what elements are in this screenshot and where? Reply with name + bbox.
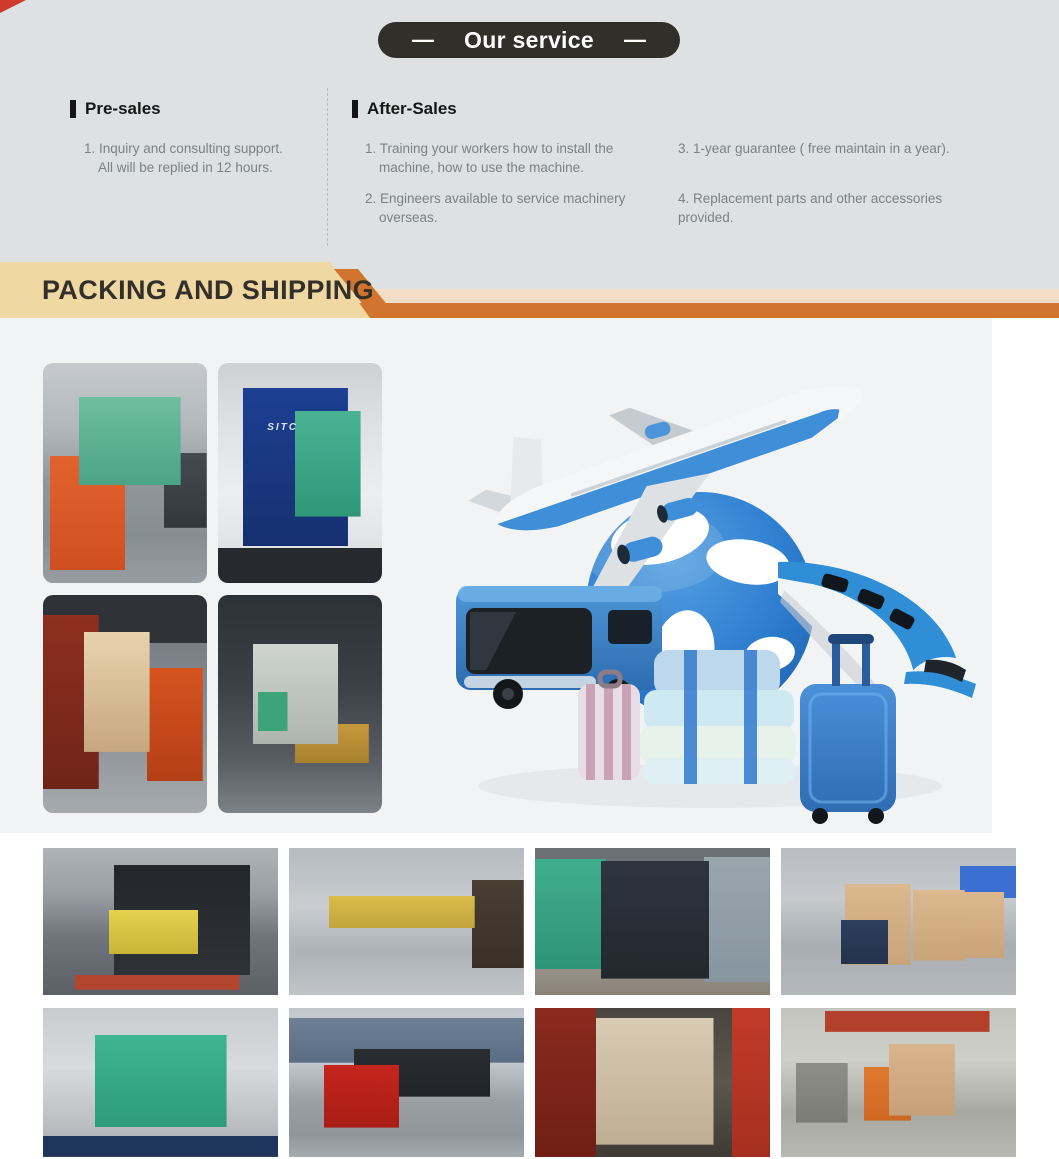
sitc-logo: SITC	[267, 422, 298, 434]
photo-wrapped-machine-red-container	[535, 1008, 770, 1157]
badge-dash-right: —	[623, 27, 646, 52]
pre-sales-heading	[70, 99, 161, 119]
logistics-illustration	[448, 354, 992, 824]
badge-dash-left: —	[412, 27, 434, 52]
photo-red-truck	[289, 1008, 524, 1157]
packing-shipping-banner	[0, 262, 1059, 318]
photo-green-machine-container	[43, 1008, 278, 1157]
after-sales-item-1-line-1: 1. Training your workers how to install the	[365, 141, 614, 156]
pre-sales-item-1-line-1: 1. Inquiry and consulting support.	[84, 141, 283, 156]
photo-forklift-loading	[43, 363, 207, 583]
after-sales-item-1-line-2: machine, how to use the machine.	[379, 160, 584, 175]
pre-sales-item-1	[84, 139, 283, 177]
after-sales-item-3-line-1: 3. 1-year guarantee ( free maintain in a year).	[678, 141, 950, 156]
heading-bar-icon	[70, 100, 76, 118]
after-sales-heading-label: After-Sales	[367, 99, 457, 118]
pre-sales-item-1-line-2: All will be replied in 12 hours.	[98, 160, 273, 175]
packing-shipping-title: PACKING AND SHIPPING	[42, 275, 375, 305]
photo-forklift-crate-workshop	[781, 1008, 1016, 1157]
after-sales-item-4-line-2: provided.	[678, 210, 734, 225]
photo-red-container-loading	[43, 595, 207, 813]
after-sales-item-1	[365, 139, 613, 177]
after-sales-heading	[352, 99, 457, 119]
after-sales-item-2	[365, 189, 625, 227]
photo-long-machine-frame	[289, 848, 524, 995]
our-service-title: Our service	[464, 26, 594, 53]
photo-truck-bed-machine	[218, 595, 382, 813]
after-sales-item-2-line-2: overseas.	[379, 210, 438, 225]
after-sales-item-4	[678, 189, 942, 227]
photo-loading-yellow-machine	[43, 848, 278, 995]
after-sales-item-4-line-1: 4. Replacement parts and other accessories	[678, 191, 943, 206]
heading-bar-icon	[352, 100, 358, 118]
our-service-badge	[378, 22, 680, 58]
photo-plywood-crates	[781, 848, 1016, 995]
after-sales-item-3	[678, 139, 950, 158]
pre-sales-heading-label: Pre-sales	[85, 99, 161, 118]
after-sales-item-2-line-1: 2. Engineers available to service machinery	[365, 191, 626, 206]
photo-sitc-container	[218, 363, 382, 583]
column-divider	[327, 88, 328, 246]
photo-worker-fastening	[535, 848, 770, 995]
